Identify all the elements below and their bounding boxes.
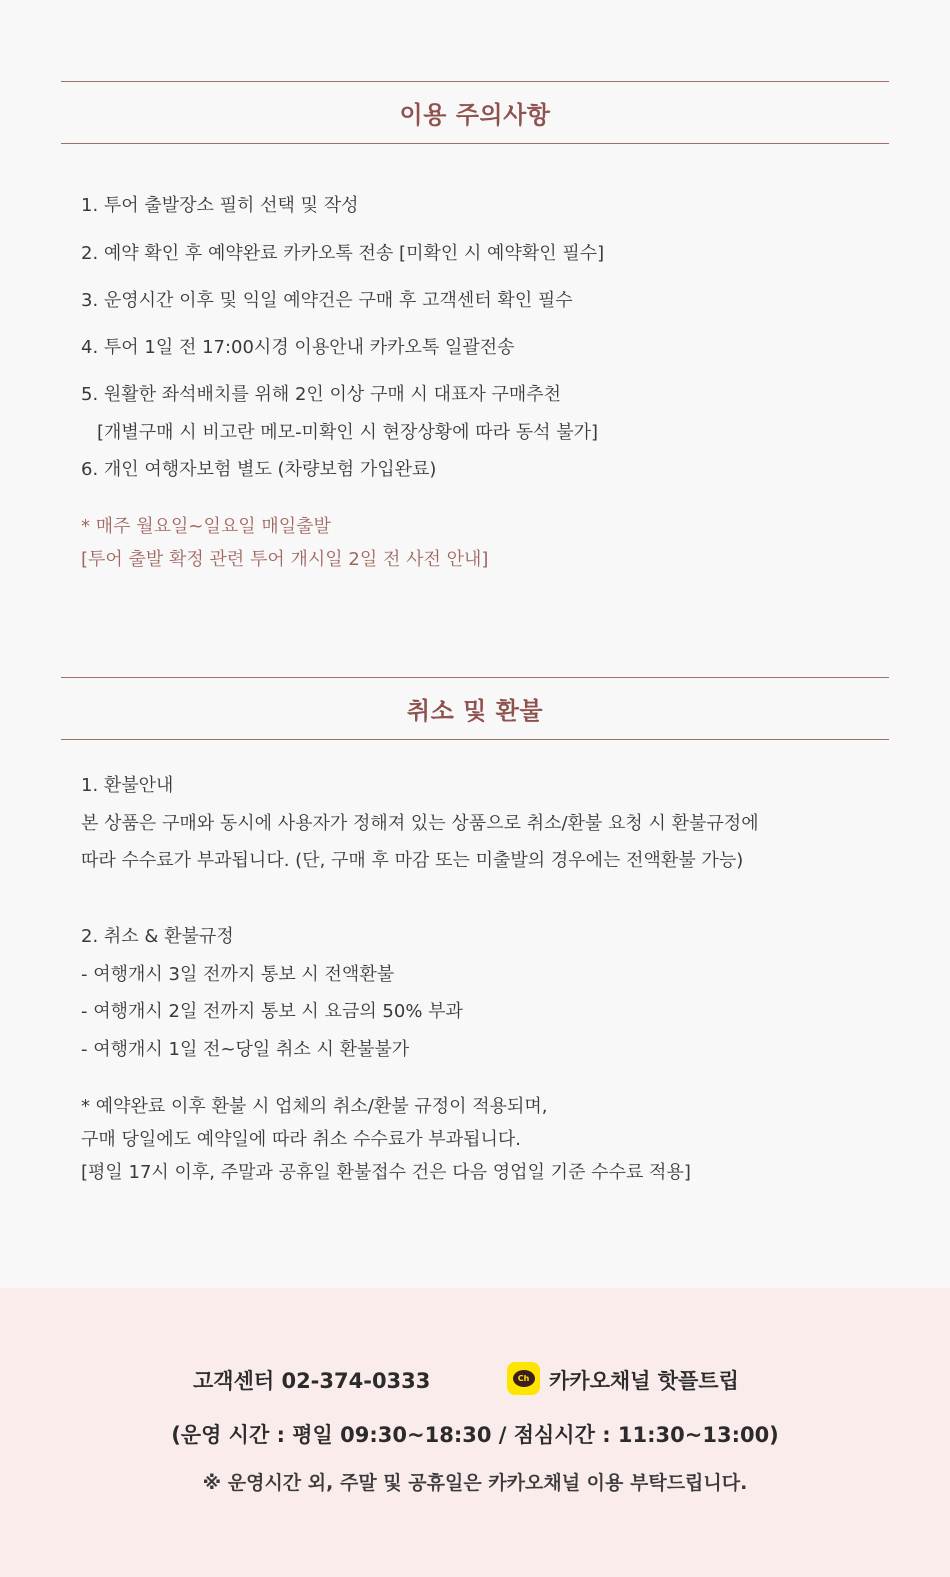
notice-item: 1. 투어 출발장소 필히 선택 및 작성 xyxy=(81,195,359,216)
refund-rule: - 여행개시 2일 전까지 통보 시 요금의 50% 부과 xyxy=(81,1001,463,1022)
refund-rule: - 여행개시 1일 전~당일 취소 시 환불불가 xyxy=(81,1039,410,1060)
kakao-channel-icon[interactable] xyxy=(507,1362,540,1395)
notice-item: 6. 개인 여행자보험 별도 (차량보험 가입완료) xyxy=(81,459,437,480)
notice-item: 2. 예약 확인 후 예약완료 카카오톡 전송 [미확인 시 예약확인 필수] xyxy=(81,243,605,264)
refund-note: [평일 17시 이후, 주말과 공휴일 환불접수 건은 다음 영업일 기준 수수료 적용] xyxy=(81,1162,691,1183)
refund-section-header xyxy=(61,677,889,740)
notice-accent-line: [투어 출발 확정 관련 투어 개시일 2일 전 사전 안내] xyxy=(81,549,489,570)
notice-section-header xyxy=(61,81,889,144)
refund-guide-line: 본 상품은 구매와 동시에 사용자가 정해져 있는 상품으로 취소/환불 요청 시 환불규정에 xyxy=(81,813,759,834)
refund-title: 취소 및 환불 xyxy=(406,697,544,725)
customer-center-phone[interactable]: 고객센터 02-374-0333 xyxy=(193,1369,431,1393)
notice-item: 4. 투어 1일 전 17:00시경 이용안내 카카오톡 일괄전송 xyxy=(81,337,515,358)
notice-item: 5. 원활한 좌석배치를 위해 2인 이상 구매 시 대표자 구매추천 xyxy=(81,384,562,405)
refund-guide-heading: 1. 환불안내 xyxy=(81,775,174,796)
operating-hours: (운영 시간 : 평일 09:30~18:30 / 점심시간 : 11:30~13:00) xyxy=(171,1423,779,1447)
notice-title: 이용 주의사항 xyxy=(399,101,551,129)
notice-accent-line: * 매주 월요일~일요일 매일출발 xyxy=(81,516,331,537)
notice-item: 3. 운영시간 이후 및 익일 예약건은 구매 후 고객센터 확인 필수 xyxy=(81,290,573,311)
refund-note: * 예약완료 이후 환불 시 업체의 취소/환불 규정이 적용되며, xyxy=(81,1096,548,1117)
refund-rules-heading: 2. 취소 & 환불규정 xyxy=(81,926,234,947)
notice-item-continuation: [개별구매 시 비고란 메모-미확인 시 현장상황에 따라 동석 불가] xyxy=(97,422,599,443)
after-hours-note: ※ 운영시간 외, 주말 및 공휴일은 카카오채널 이용 부탁드립니다. xyxy=(202,1472,748,1494)
refund-note: 구매 당일에도 예약일에 따라 취소 수수료가 부과됩니다. xyxy=(81,1129,521,1150)
kakao-icon-label: Ch xyxy=(513,1370,535,1387)
refund-rule: - 여행개시 3일 전까지 통보 시 전액환불 xyxy=(81,964,395,985)
refund-guide-line: 따라 수수료가 부과됩니다. (단, 구매 후 마감 또는 미출발의 경우에는 전액환불 가능) xyxy=(81,850,744,871)
kakao-channel-link[interactable]: 카카오채널 핫플트립 xyxy=(549,1369,739,1393)
